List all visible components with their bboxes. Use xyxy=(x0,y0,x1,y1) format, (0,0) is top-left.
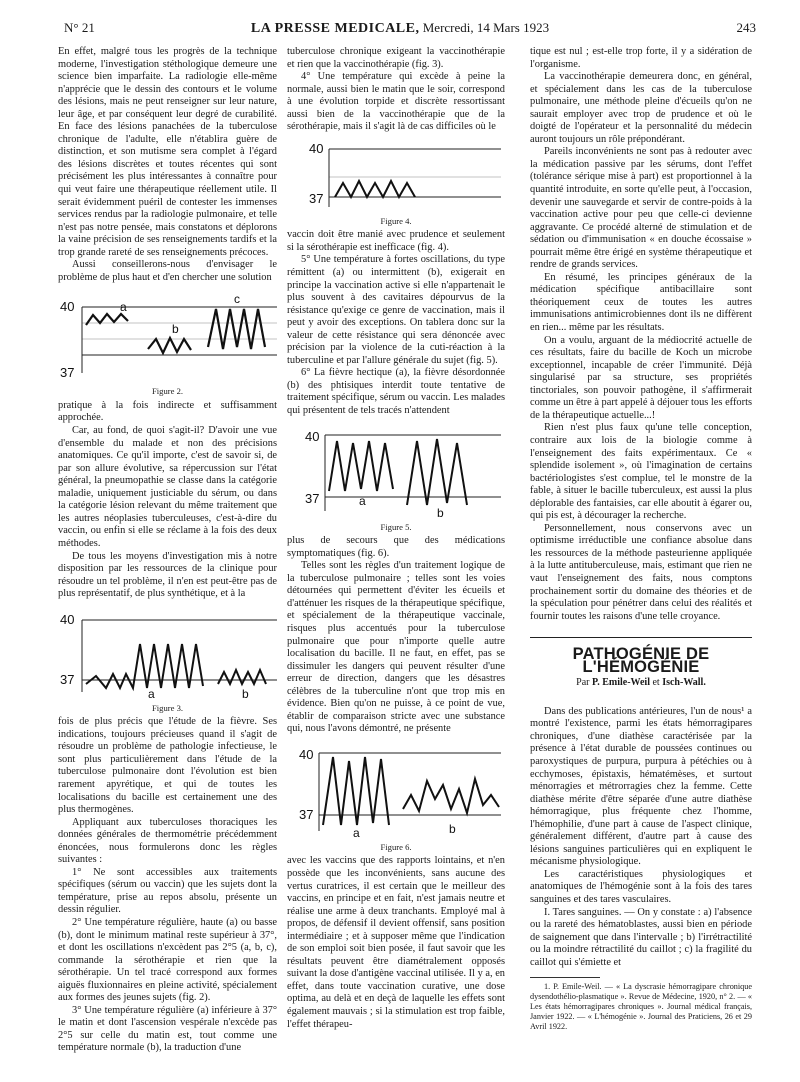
paragraph: En résumé, les principes généraux de la médication spécifique antibacillaire sont théoriquement ceux de toutes les autres immunisations antimicrobiennes dont ils ne diffèrent en rien... même par les résultats. xyxy=(530,271,752,334)
footnote-rule xyxy=(530,977,600,978)
curve-label-a: a xyxy=(353,825,360,839)
issue-number: N° 21 xyxy=(64,20,95,35)
figure-6 xyxy=(287,739,505,854)
paragraph: 5° Une température à fortes oscillations, du type rémittent (a) ou intermittent (b), exigerait en principe la vaccination active si elle n'appartenait le plus souvent à des cavitaires dépourvus de la résistance qu'exige ce genre de vaccination, mais il peut y avoir des exceptions. On tablera donc sur la valeur de cette résistance qui sera dénoncée avec précision par la violence de la cuti-réaction à la tuberculine et par l'allure générale du sujet (fig. 5). xyxy=(287,254,505,366)
fever-chart-3 xyxy=(58,604,277,700)
paragraph: 3° Une température régulière (a) inférieure à 37° le matin et dont l'ascension vespérale n'excède pas 2°5 sur celle du matin est, tout comme une température normale (b), la traduction d'une xyxy=(58,1004,277,1054)
axis-label-37: 37 xyxy=(299,806,314,822)
axis-label-40: 40 xyxy=(299,746,314,762)
paragraph: Rien n'est plus faux qu'une telle conception, contraire aux lois de la biologie comme à l'enseignement des faits expérimentaux. Ce « splendide isolement », où l'imagination de certains bactériologistes s'est complue, tel le monstre de la fable, à situer le bacille tuberculeux, est aussi la plus déplorable des fantaisies, car elle aboutit à égarer ou, qui pis est, à décourager la recherche. xyxy=(530,422,752,522)
paragraph: Aussi conseillerons-nous d'envisager le problème de plus haut et d'en chercher une solution xyxy=(58,259,277,283)
paragraph: pratique à la fois indirecte et suffisamment approchée. xyxy=(58,399,277,424)
paragraph: De tous les moyens d'investigation mis à notre disposition par les ressources de la clinique pour résoudre un tel problème, il n'en est peut-être pas de plus représentatif, de plus synthétique, et à la xyxy=(58,550,277,600)
author-1: P. Emile-Weil xyxy=(592,677,650,689)
column-3 xyxy=(530,46,752,1032)
paragraph: 2° Une température régulière, haute (a) ou basse (b), dont le minimum matinal reste supérieur à 37°, et dont les oscillations n'excèdent pas 2°5 (a, b, c), commande la sérothérapie et rien que la sérothérapie. Un tel tracé correspond aux formes aiguës fluxionnaires en pleine activité, spécialement aux formes des jeunes sujets (fig. 2). xyxy=(58,916,277,1004)
paragraph: fois de plus précis que l'étude de la fièvre. Ses indications, toujours précieuses quand il s'agit de résoudre un problème de pathologie infectieuse, le sont plus particulièrement dans l'étude de la tuberculose pulmonaire dont l'évolution est bien rarement apyrétique, et qui de toutes les localisations du bacille est certainement une des plus thermogènes. xyxy=(58,716,277,816)
journal-name: LA PRESSE MEDICALE, xyxy=(250,21,420,36)
fever-chart-6 xyxy=(287,739,505,839)
curve-label-a: a xyxy=(359,493,366,508)
paragraph: Car, au fond, de quoi s'agit-il? D'avoir une vue d'ensemble du malade et non des précisions anatomiques. Ce qu'il importe, c'est de savoir si, de par son allure évolutive, sa répercussion sur l'état général, la pneumopathie se classe dans la catégorie maladie, uniquement justiciable du sérum, ou dans la catégorie lésion relevant du même traitement que les autres néoplasies tuberculeuses, c'est-à-dire du vaccin, ou enfin si elle se réclame à la fois des deux méthodes. xyxy=(58,425,277,549)
curve-label-b: b xyxy=(242,686,249,700)
paragraph: plus de secours que des médications symptomatiques (fig. 6). xyxy=(287,535,505,559)
paragraph: En effet, malgré tous les progrès de la technique moderne, l'investigation stéthologique demeure une science bien imparfaite. La radiologie elle-même n'apprécie que le dessin des contours et le volume des lésions, mais ne peut renseigner sur leur nature, leur âge, et par conséquent leur degré de curabilité. En face des lésions panachées de la tuberculose chronique de l'adulte, elle n'établira guère de distinction, et son mutisme sera complet à l'égard des lésions discrètes et toutes récentes qui sont précisément les plus intéressantes à connaître pour qui veut faire une thérapeutique réellement utile. Il serait évidemment puéril de contester les immenses services rendus par la radiologie pulmonaire, et telle n'est pas notre pensée, mais constatons et déplorons la vaine précision de ses renseignements tardifs et la trop grande rareté de ses renseignements précoces. xyxy=(58,46,277,258)
page-number: 243 xyxy=(736,20,756,35)
axis-label-40: 40 xyxy=(305,428,320,444)
paragraph: tique est nul ; est-elle trop forte, il y a sidération de l'organisme. xyxy=(530,46,752,70)
axis-label-37: 37 xyxy=(60,365,75,381)
axis-label-40: 40 xyxy=(60,611,75,627)
paragraph: vaccin doit être manié avec prudence et seulement si la sérothérapie est inefficace (fig. 4). xyxy=(287,229,505,253)
paragraph: 1° Ne sont accessibles aux traitements spécifiques (sérum ou vaccin) que les sujets dont la température, prise au repos absolu, présente un dessin régulier. xyxy=(58,866,277,916)
axis-label-40: 40 xyxy=(60,299,75,315)
figure-caption: Figure 2. xyxy=(151,386,184,397)
paragraph: On a voulu, arguant de la médiocrité actuelle de ces résultats, faire du bacille de Koch un microbe exceptionnel, incapable de créer l'immunité. Déjà singularisé par sa structure, ses propriétés tinctoriales, son pouvoir pathogène, il s'affirmerait comme un être à part appelé à déjouer tous les efforts de la thérapeutique actuelle...! xyxy=(530,334,752,421)
figure-caption: Figure 6. xyxy=(380,841,412,852)
axis-label-37: 37 xyxy=(309,190,324,206)
author-2: Isch-Wall. xyxy=(662,677,706,689)
curve-label-a: a xyxy=(148,686,155,700)
issue-date: Mercredi, 14 Mars 1923 xyxy=(422,20,550,35)
paragraph: Appliquant aux tuberculoses thoraciques les données générales de thermométrie précédemment énoncées, nous formulerons donc les règles suivantes : xyxy=(58,816,277,866)
axis-label-37: 37 xyxy=(305,490,320,506)
paragraph: La vaccinothérapie demeurera donc, en général, et spécialement dans les cas de la tuberculose pulmonaire, une méthode pleine d'écueils qu'on ne saurait employer avec trop de prudence et où le doigté de l'opérateur et la personnalité du médecin auront toujours un rôle prépondérant. xyxy=(530,71,752,145)
paragraph: I. Tares sanguines. — On y constate : a) l'absence ou la rareté des hématoblastes, aussi bien en période de saignement que dans l'intervalle ; b) l'irrétractilité ou la moindre rétractilité du caillot ; c) la fragilité du caillot qui s'émiette et xyxy=(530,906,752,968)
paragraph: avec les vaccins que des rapports lointains, et n'en possède que les inconvénients, sans aucune des vertus curatrices, il est certain que le meilleur des vaccins, en principe et en fait, n'est jamais neutre et réalise une arme à deux tranchants. Employé mal à propos, de défensif il devient offensif, sans position intermédiaire ; et à supposer même que l'indication de son emploi soit bien posée, il faut savoir que les résultats peuvent être diamétralement opposés suivant la dose d'antigène vaccinal utilisée. Il y a, en effet, dans toute vaccination curative, une dose optima, au delà et en deçà de laquelle les effets sont également mauvais ; si la stimulation est trop faible, l'effet thérapeu- xyxy=(287,855,505,1030)
paragraph: 6° La fièvre hectique (a), la fièvre désordonnée (b) des phtisiques interdit toute tentative de traitement spécifique, sérum ou vaccin. Les malades qui présentent de tels tracés n'attendent xyxy=(287,367,505,417)
axis-label-40: 40 xyxy=(309,140,324,156)
article-separator xyxy=(530,637,752,638)
curve-label-b: b xyxy=(172,322,179,337)
paragraph: Telles sont les règles d'un traitement logique de la tuberculose pulmonaire ; telles sont les voies détournées qui permettent d'éviter les écueils et d'atténuer les risques de la thérapeutique spécifique, et spécialement de la thérapeutique vaccinale, risques plus accentués pour la tuberculose pulmonaire que pour n'importe quelle autre localisation du bacille. Il ne faut, en effet, pas se dissimuler les dangers qui peuvent résulter d'une erreur de direction, dangers que les désastres célèbres de la tuberculine n'ont que trop mis en évidence. Bien qu'on ne puisse, à ce point de vue, établir de comparaison stricte avec une substance qui, nous l'avons démontré, ne présente xyxy=(287,560,505,735)
paragraph: 4° Une température qui excède à peine la normale, aussi bien le matin que le soir, correspond à une évolution torpide et discrète ressortissant aussi bien de la vaccinothérapie que de la sérothérapie, mais il s'agit là de cas difficiles où le xyxy=(287,71,505,133)
fever-chart-4 xyxy=(287,137,505,213)
article-title: PATHOGÉNIE DE L'HÉMOGÉNIE xyxy=(572,645,710,676)
footnote: 1. P. Emile-Weil. — « La dyscrasie hémorragipare chronique dysendothélio-plasmatique ». Revue de Médecine, 1920, n° 2. — « Les états hémorragipares chroniques ». Journal médical français, Janvier 1922. — « L'hémogénie ». Journal des Praticiens, 26 et 29 Avril 1922. xyxy=(530,982,752,1032)
curve-label-b: b xyxy=(449,821,456,836)
figure-2 xyxy=(58,287,277,398)
figure-caption: Figure 4. xyxy=(380,215,412,226)
byline-and: et xyxy=(652,677,660,689)
axis-label-37: 37 xyxy=(60,671,75,687)
figure-5 xyxy=(287,421,505,534)
page-header xyxy=(0,0,800,44)
figure-caption: Figure 5. xyxy=(380,521,412,532)
column-1 xyxy=(58,46,277,1055)
figure-3 xyxy=(58,604,277,715)
column-2 xyxy=(287,46,505,1031)
paragraph: tuberculose chronique exigeant la vaccinothérapie et rien que la vaccinothérapie (fig. 3). xyxy=(287,46,505,70)
fever-chart-2 xyxy=(58,287,277,383)
fever-chart-5 xyxy=(287,421,505,519)
paragraph: Les caractéristiques physiologiques et anatomiques de l'hémogénie sont à la fois des tares sanguines et des tares vasculaires. xyxy=(530,868,752,905)
paragraph: Dans des publications antérieures, l'un de nous¹ a montré l'existence, parmi les états hémorragipares chroniques, d'une diathèse caractérisée par la présence à l'état durable de poussées continues ou paroxystiques de purpura, purpura à pétéchies ou à ecchymoses, épistaxis, hématémèses, et surtout ménorragies et métrorragies chez la femme. Cette diathèse mérite d'être séparée d'une autre diathèse hémorragique, plus fréquente chez l'homme, l'hémophilie, d'une part à cause de l'aspect clinique, généralement différent, d'autre part à cause des lésions sanguines particulières qui en expliquent le mécanisme physiologique. xyxy=(530,705,752,868)
article-authors xyxy=(530,677,752,690)
byline-prefix: Par xyxy=(576,677,590,689)
curve-label-c: c xyxy=(234,292,240,307)
curve-label-b: b xyxy=(437,505,444,519)
curve-label-a: a xyxy=(120,300,127,315)
figure-4 xyxy=(287,137,505,228)
figure-caption: Figure 3. xyxy=(151,702,184,713)
paragraph: Pareils inconvénients ne sont pas à redouter avec la médication passive par les sérums, dont l'effet (tolérance sérique mise à part) est proportionnel à la quantité introduite, en sorte qu'elle peut, à l'occasion, devenir une sauvegarde et servir de contre-poids à la vaccination active pour peu que celle-ci devienne aggravante. Ce procédé alterné de stimulation et de sédation ou d'immunisation « en douche écossaise » pourrait même être érigé en système thérapeutique et rendre de grands services. xyxy=(530,146,752,271)
paragraph: Personnellement, nous conservons avec un optimisme irréductible une confiance absolue dans les ressources de la méthode pasteurienne appliquée à la lutte antituberculeuse, mais, estimant que rien ne vaut l'enseignement des faits, nous comptons prochainement sortir du domaine des théories et de la spéculation pour pénétrer dans celui des réalités et fournir toutes les raisons d'une telle croyance. xyxy=(530,522,752,622)
running-title xyxy=(0,20,800,37)
